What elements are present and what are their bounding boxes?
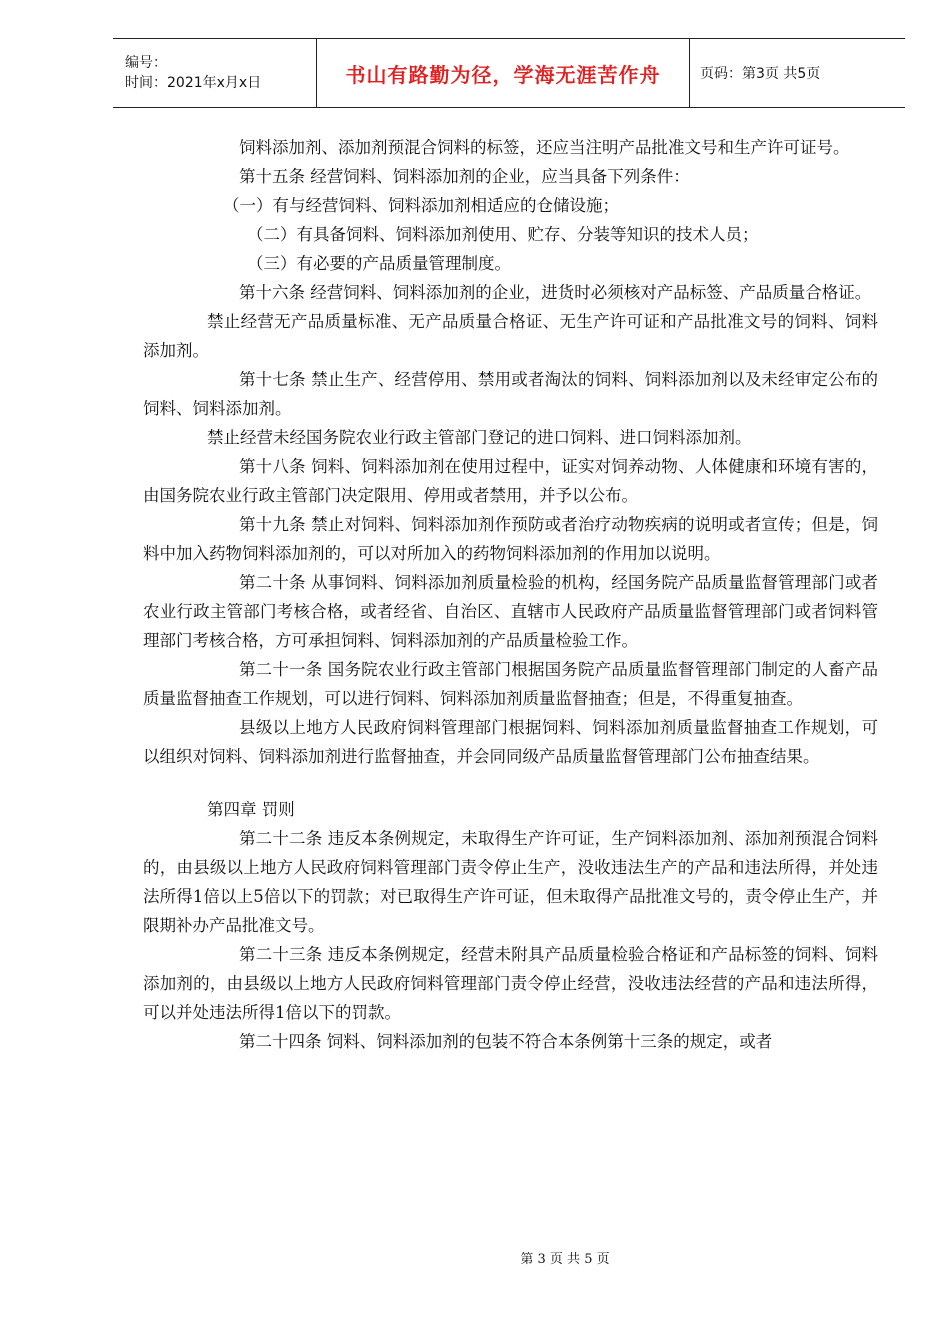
paragraph: 县级以上地方人民政府饲料管理部门根据饲料、饲料添加剂质量监督抽查工作规划，可以组织对饲料、饲料添加剂进行监督抽查，并会同同级产品质量监督管理部门公布抽查结果。 bbox=[143, 718, 878, 766]
article-17: 第十七条 禁止生产、经营停用、禁用或者淘汰的饲料、饲料添加剂以及未经审定公布的饲料、饲料添加剂。 bbox=[143, 370, 878, 418]
paragraph: 饲料添加剂、添加剂预混合饲料的标签，还应当注明产品批准文号和生产许可证号。 bbox=[239, 138, 850, 157]
article-15: 第十五条 经营饲料、饲料添加剂的企业，应当具备下列条件： bbox=[239, 167, 690, 186]
header-motto-cell bbox=[316, 39, 690, 107]
document-number-label: 编号： bbox=[125, 55, 167, 71]
page-footer: 第 3 页 共 5 页 bbox=[520, 1252, 610, 1267]
article-18: 第十八条 饲料、饲料添加剂在使用过程中，证实对饲养动物、人体健康和环境有害的，由国务院农业行政主管部门决定限用、停用或者禁用，并予以公布。 bbox=[143, 457, 878, 505]
document-body bbox=[143, 133, 878, 1056]
article-16: 第十六条 经营饲料、饲料添加剂的企业，进货时必须核对产品标签、产品质量合格证。 bbox=[239, 283, 872, 302]
article-20: 第二十条 从事饲料、饲料添加剂质量检验的机构，经国务院产品质量监督管理部门或者农业行政主管部门考核合格，或者经省、自治区、直辖市人民政府产品质量监督管理部门或者饲料管理部门考核合格，方可承担饲料、饲料添加剂的产品质量检验工作。 bbox=[143, 573, 878, 650]
list-item: （三）有必要的产品质量管理制度。 bbox=[247, 254, 511, 273]
article-21: 第二十一条 国务院农业行政主管部门根据国务院产品质量监督管理部门制定的人畜产品质量监督抽查工作规划，可以进行饲料、饲料添加剂质量监督抽查；但是，不得重复抽查。 bbox=[143, 660, 878, 708]
list-item: （二）有具备饲料、饲料添加剂使用、贮存、分装等知识的技术人员； bbox=[247, 225, 759, 244]
chapter-heading: 第四章 罚则 bbox=[207, 800, 295, 819]
list-item: （一）有与经营饲料、饲料添加剂相适应的仓储设施； bbox=[223, 196, 619, 215]
section-gap bbox=[143, 771, 878, 795]
article-19: 第十九条 禁止对饲料、饲料添加剂作预防或者治疗动物疾病的说明或者宣传；但是，饲料中加入药物饲料添加剂的，可以对所加入的药物饲料添加剂的作用加以说明。 bbox=[143, 515, 878, 563]
header-meta bbox=[113, 39, 316, 107]
header-page-cell bbox=[690, 39, 905, 107]
article-23: 第二十三条 违反本条例规定，经营未附具产品质量检验合格证和产品标签的饲料、饲料添加剂的，由县级以上地方人民政府饲料管理部门责令停止经营，没收违法经营的产品和违法所得，可以并处违法所得1倍以下的罚款。 bbox=[143, 945, 878, 1022]
document-header bbox=[113, 38, 905, 108]
paragraph: 禁止经营无产品质量标准、无产品质量合格证、无生产许可证和产品批准文号的饲料、饲料添加剂。 bbox=[143, 312, 878, 360]
article-24: 第二十四条 饲料、饲料添加剂的包装不符合本条例第十三条的规定，或者 bbox=[239, 1032, 773, 1051]
document-time-label: 时间：2021年x月x日 bbox=[125, 75, 262, 91]
header-page-label: 页码：第3页 共5页 bbox=[700, 66, 821, 82]
article-22: 第二十二条 违反本条例规定，未取得生产许可证，生产饲料添加剂、添加剂预混合饲料的，由县级以上地方人民政府饲料管理部门责令停止生产，没收违法生产的产品和违法所得，并处违法所得1倍以上5倍以下的罚款；对已取得生产许可证，但未取得产品批准文号的，责令停止生产，并限期补办产品批准文号。 bbox=[143, 829, 878, 935]
paragraph: 禁止经营未经国务院农业行政主管部门登记的进口饲料、进口饲料添加剂。 bbox=[207, 428, 752, 447]
header-motto: 书山有路勤为径，学海无涯苦作舟 bbox=[345, 62, 661, 87]
